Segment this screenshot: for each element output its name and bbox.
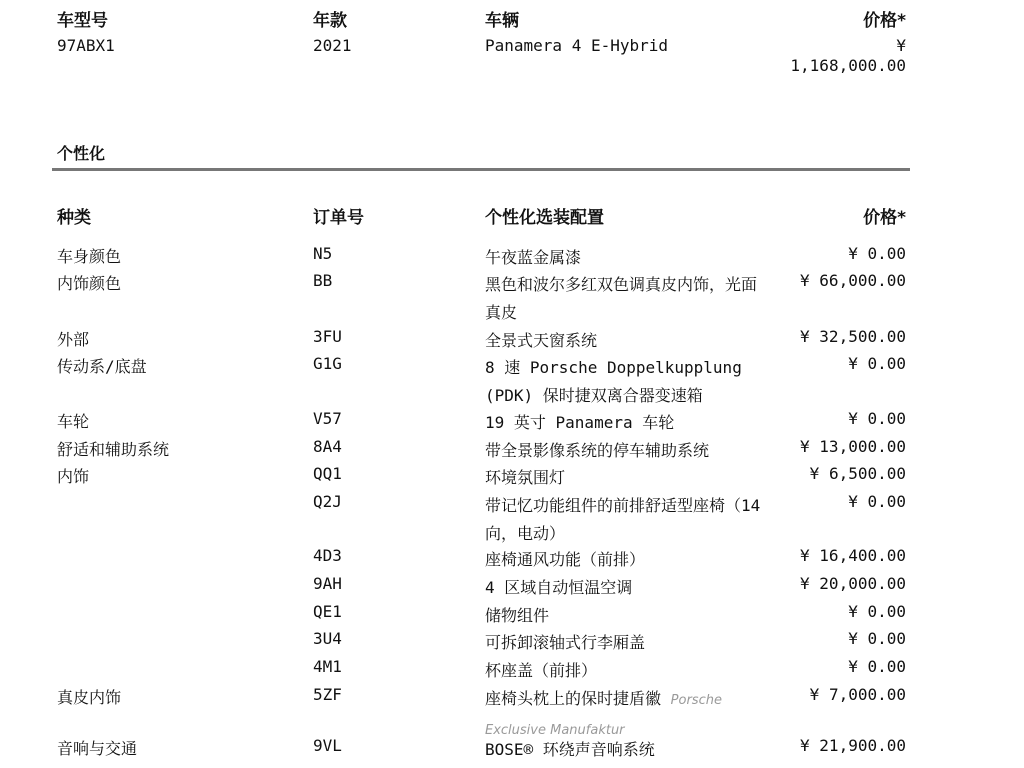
table-row xyxy=(0,327,1024,355)
table-row xyxy=(0,602,1024,630)
row-code: 3FU xyxy=(313,327,342,346)
model-year: 2021 xyxy=(313,36,352,55)
row-price: ¥ 0.00 xyxy=(848,409,906,428)
vehicle-price-value: 1,168,000.00 xyxy=(790,56,906,75)
row-option: 杯座盖（前排） xyxy=(485,661,598,680)
row-category: 传动系/底盘 xyxy=(57,357,147,376)
row-code: 3U4 xyxy=(313,629,342,648)
table-row xyxy=(0,629,1024,657)
row-price: ¥ 0.00 xyxy=(848,602,906,621)
row-price: ¥ 0.00 xyxy=(848,492,906,511)
table-row xyxy=(0,437,1024,465)
model-code: 97ABX1 xyxy=(57,36,115,55)
row-price: ¥ 32,500.00 xyxy=(800,327,906,346)
vehicle-price-currency: ¥ xyxy=(896,36,906,55)
row-category: 音响与交通 xyxy=(57,739,138,758)
table-row xyxy=(0,244,1024,272)
row-option: BOSE® 环绕声音响系统 xyxy=(485,740,655,759)
col-header-price: 价格* xyxy=(863,11,906,31)
col-header-model: 车型号 xyxy=(57,11,108,31)
row-code: 8A4 xyxy=(313,437,342,456)
table-row xyxy=(0,464,1024,492)
table-row xyxy=(0,736,1024,764)
row-category: 内饰颜色 xyxy=(57,274,122,293)
row-code: 4D3 xyxy=(313,546,342,565)
row-code: 4M1 xyxy=(313,657,342,676)
col-header-option-price: 价格* xyxy=(863,208,906,228)
vehicle-name: Panamera 4 E-Hybrid xyxy=(485,36,669,55)
row-code: QQ1 xyxy=(313,464,342,483)
table-row xyxy=(0,409,1024,437)
row-option: 黑色和波尔多红双色调真皮内饰，光面真皮 xyxy=(485,275,758,322)
row-option: 4 区域自动恒温空调 xyxy=(485,578,633,597)
table-row xyxy=(0,271,1024,322)
row-price: ¥ 66,000.00 xyxy=(800,271,906,290)
row-price: ¥ 7,000.00 xyxy=(809,685,906,704)
table-row xyxy=(0,685,1024,738)
row-price: ¥ 0.00 xyxy=(848,354,906,373)
row-code: 9VL xyxy=(313,736,342,755)
row-category: 车轮 xyxy=(57,412,90,431)
table-row xyxy=(0,546,1024,574)
row-category: 外部 xyxy=(57,330,90,349)
row-option: 带记忆功能组件的前排舒适型座椅（14 向，电动） xyxy=(485,496,761,543)
row-code: QE1 xyxy=(313,602,342,621)
row-code: 9AH xyxy=(313,574,342,593)
table-row xyxy=(0,657,1024,685)
row-code: N5 xyxy=(313,244,333,263)
row-option: 午夜蓝金属漆 xyxy=(485,248,582,267)
col-header-year: 年款 xyxy=(313,11,347,31)
option-note: Porsche Exclusive Manufaktur xyxy=(485,693,722,738)
row-option: 可拆卸滚轴式行李厢盖 xyxy=(485,633,646,652)
row-option: 8 速 Porsche Doppelkupplung (PDK) 保时捷双离合器变速箱 xyxy=(485,358,742,405)
section-divider xyxy=(52,168,910,171)
section-title: 个性化 xyxy=(57,144,106,163)
row-option: 带全景影像系统的停车辅助系统 xyxy=(485,441,710,460)
col-header-category: 种类 xyxy=(57,208,91,228)
row-option: 储物组件 xyxy=(485,606,550,625)
table-row xyxy=(0,574,1024,602)
row-code: Q2J xyxy=(313,492,342,511)
col-header-option: 个性化选装配置 xyxy=(485,208,604,228)
row-option: 座椅通风功能（前排） xyxy=(485,550,646,569)
row-category: 舒适和辅助系统 xyxy=(57,440,170,459)
row-option: 环境氛围灯 xyxy=(485,468,566,487)
col-header-order-number: 订单号 xyxy=(313,208,364,228)
row-code: 5ZF xyxy=(313,685,342,704)
row-category: 内饰 xyxy=(57,467,90,486)
row-code: V57 xyxy=(313,409,342,428)
row-code: BB xyxy=(313,271,333,290)
row-price: ¥ 21,900.00 xyxy=(800,736,906,755)
row-option: 座椅头枕上的保时捷盾徽 xyxy=(485,689,662,708)
row-price: ¥ 13,000.00 xyxy=(800,437,906,456)
row-option: 全景式天窗系统 xyxy=(485,331,598,350)
row-price: ¥ 20,000.00 xyxy=(800,574,906,593)
row-category: 真皮内饰 xyxy=(57,688,122,707)
row-price: ¥ 6,500.00 xyxy=(809,464,906,483)
table-row xyxy=(0,492,1024,543)
col-header-vehicle: 车辆 xyxy=(485,11,519,31)
row-price: ¥ 0.00 xyxy=(848,657,906,676)
table-row xyxy=(0,354,1024,405)
row-category: 车身颜色 xyxy=(57,247,122,266)
row-price: ¥ 16,400.00 xyxy=(800,546,906,565)
row-price: ¥ 0.00 xyxy=(848,629,906,648)
row-price: ¥ 0.00 xyxy=(848,244,906,263)
row-option: 19 英寸 Panamera 车轮 xyxy=(485,413,675,432)
row-code: G1G xyxy=(313,354,342,373)
